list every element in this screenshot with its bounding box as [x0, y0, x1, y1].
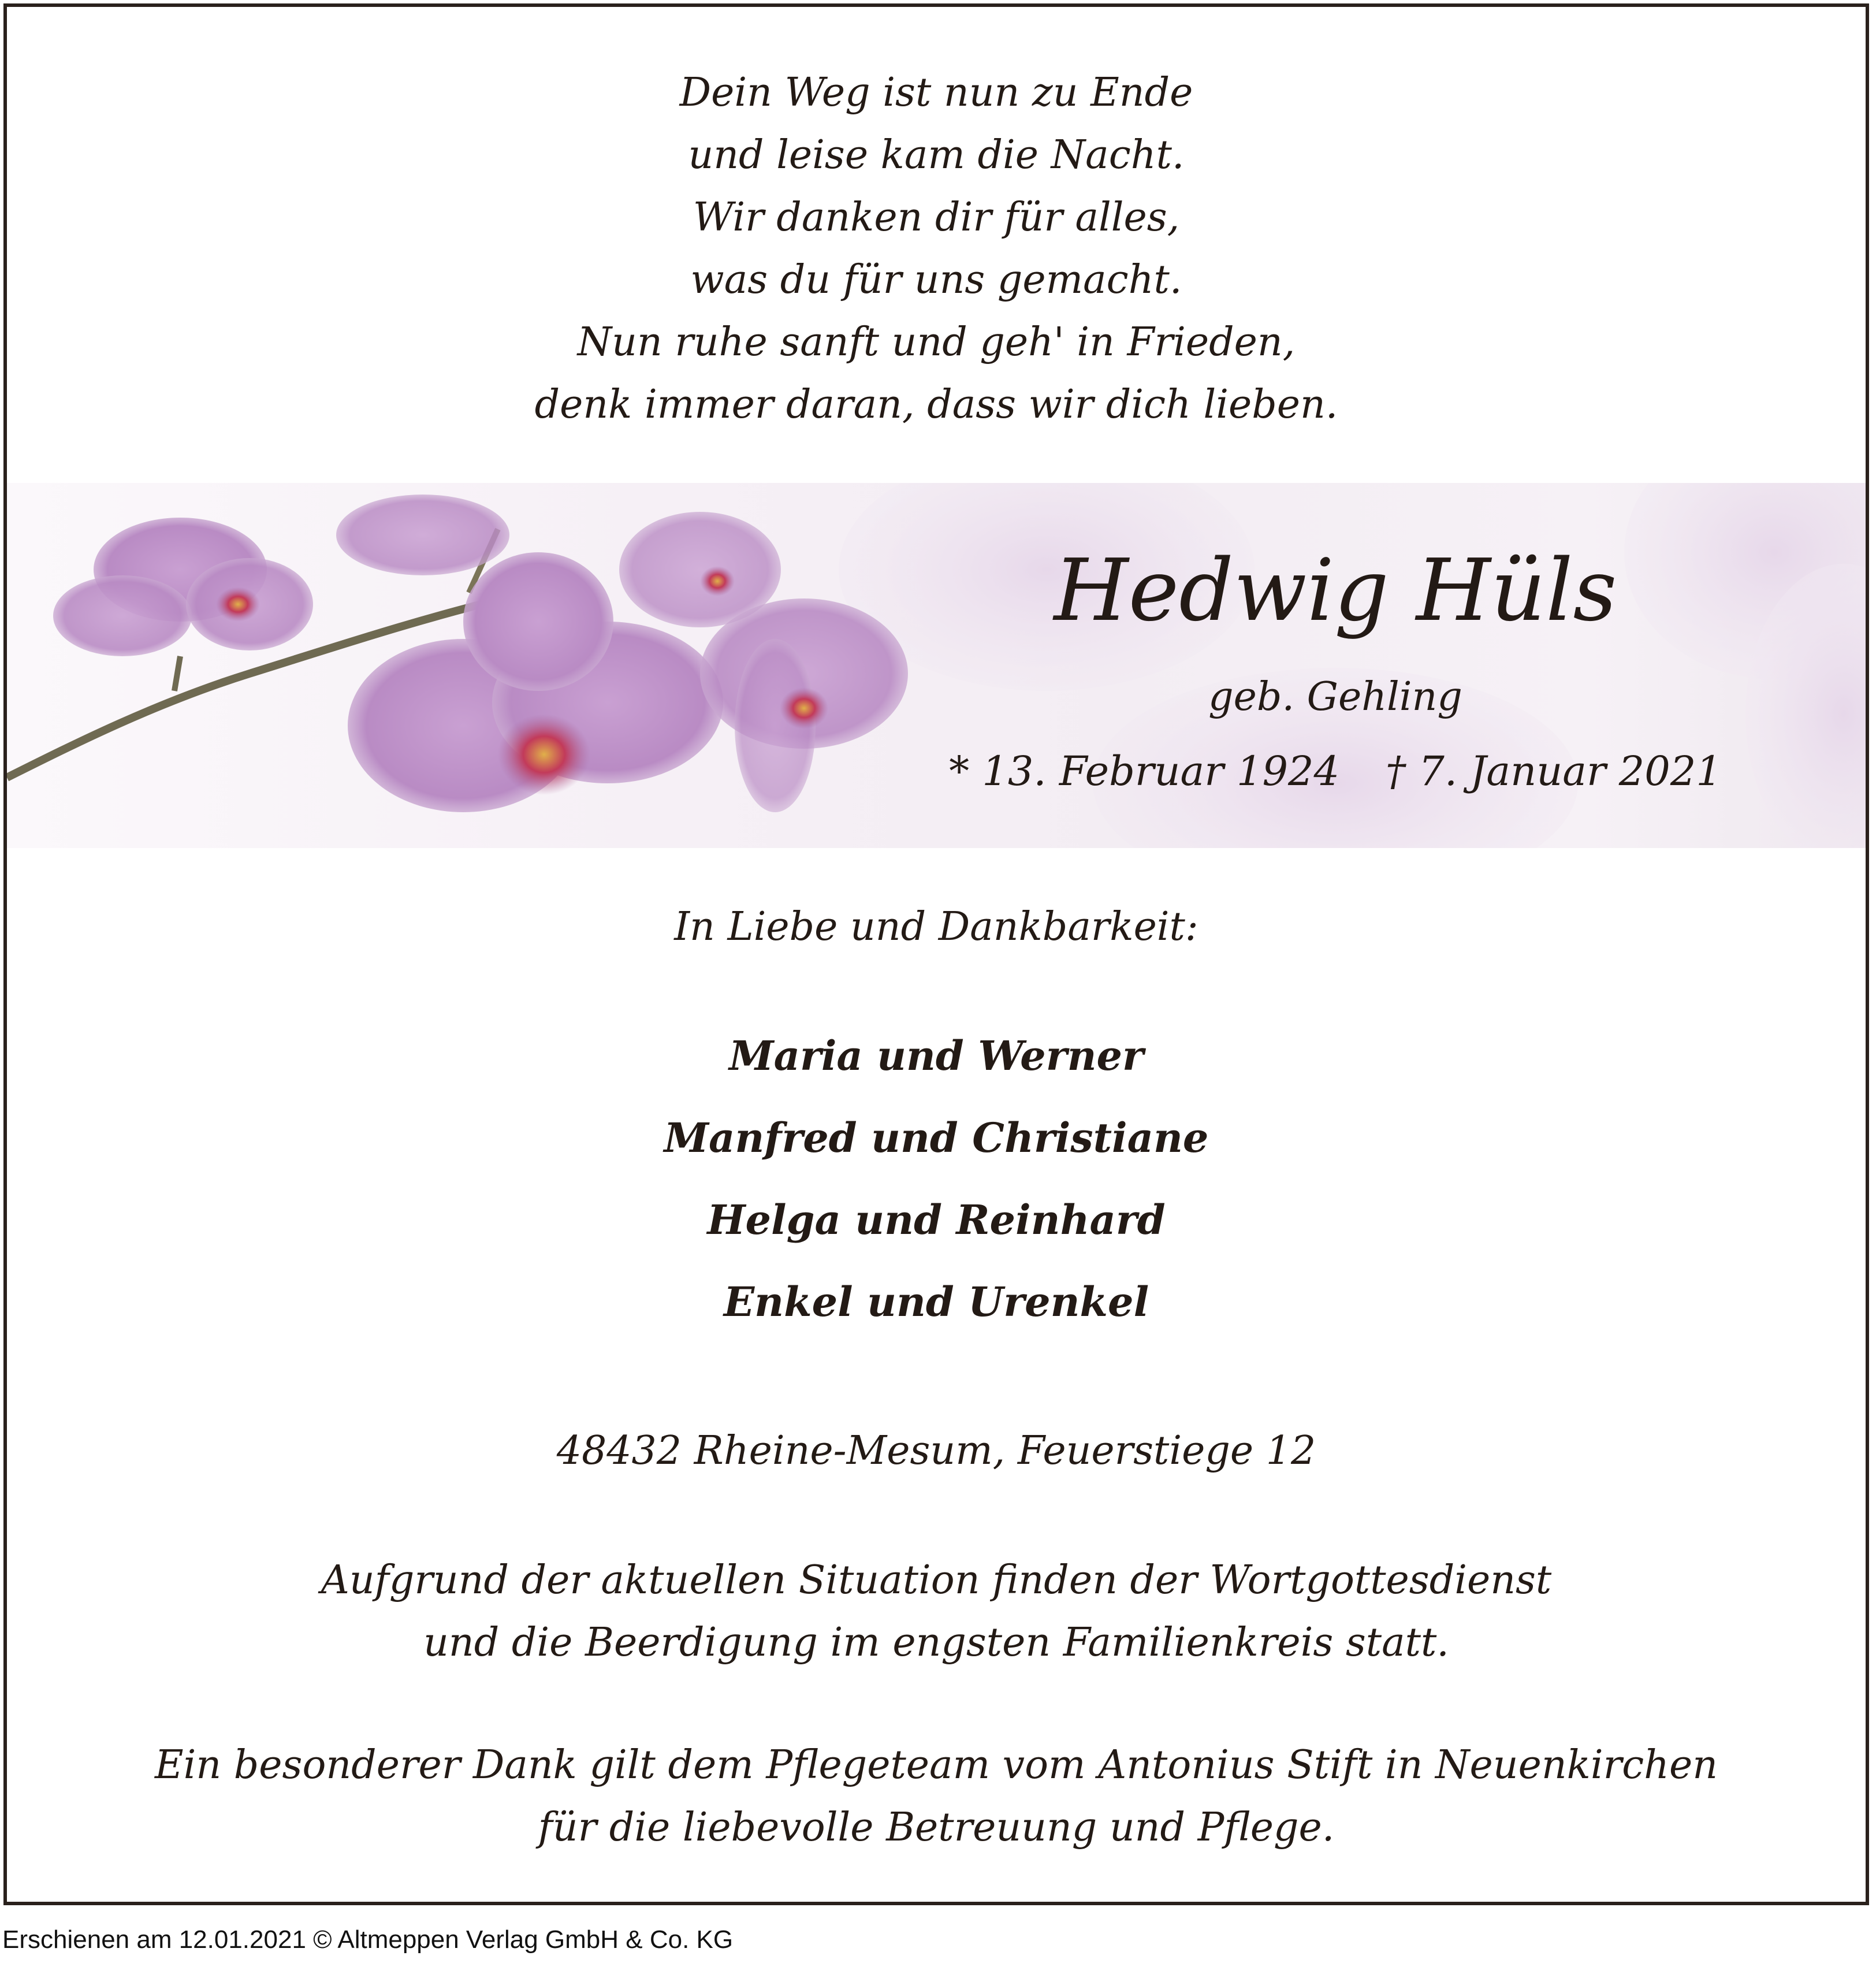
poem-line: und leise kam die Nacht.: [688, 132, 1185, 178]
poem-line: Dein Weg ist nun zu Ende: [679, 70, 1193, 116]
poem-line: denk immer daran, dass wir dich lieben.: [534, 382, 1338, 427]
funeral-notice: [7, 1549, 1866, 1674]
obituary-frame: [3, 3, 1869, 1905]
thanks-note: [7, 1734, 1866, 1859]
mourners-intro: In Liebe und Dankbarkeit:: [674, 904, 1198, 950]
death-date: † 7. Januar 2021: [1386, 748, 1722, 795]
thanks-line: für die liebevolle Betreuung und Pflege.: [538, 1805, 1335, 1850]
birth-date: * 13. Februar 1924: [949, 748, 1340, 795]
mourner-name: Enkel und Urenkel: [723, 1278, 1149, 1326]
mourners-list: [7, 1015, 1866, 1343]
mourner-name: Helga und Reinhard: [707, 1196, 1166, 1244]
notice-line: Aufgrund der aktuellen Situation finden der Wortgottesdienst: [321, 1557, 1552, 1603]
publication-footer: Erschienen am 12.01.2021 © Altmeppen Verlag GmbH & Co. KG: [2, 1925, 734, 1954]
poem: [7, 62, 1866, 436]
notice-line: und die Beerdigung im engsten Familienkreis statt.: [423, 1620, 1449, 1665]
life-dates: [781, 745, 1876, 797]
deceased-name: Hedwig Hüls: [1054, 541, 1617, 640]
mourner-name: Manfred und Christiane: [664, 1114, 1209, 1162]
poem-line: was du für uns gemacht.: [690, 257, 1182, 303]
poem-line: Nun ruhe sanft und geh' in Frieden,: [577, 319, 1296, 365]
poem-line: Wir danken dir für alles,: [693, 195, 1180, 240]
thanks-line: Ein besonderer Dank gilt dem Pflegeteam vom Antonius Stift in Neuenkirchen: [154, 1742, 1718, 1788]
maiden-name: geb. Gehling: [1208, 674, 1462, 720]
address: 48432 Rheine-Mesum, Feuerstiege 12: [556, 1428, 1316, 1474]
mourner-name: Maria und Werner: [729, 1032, 1144, 1080]
